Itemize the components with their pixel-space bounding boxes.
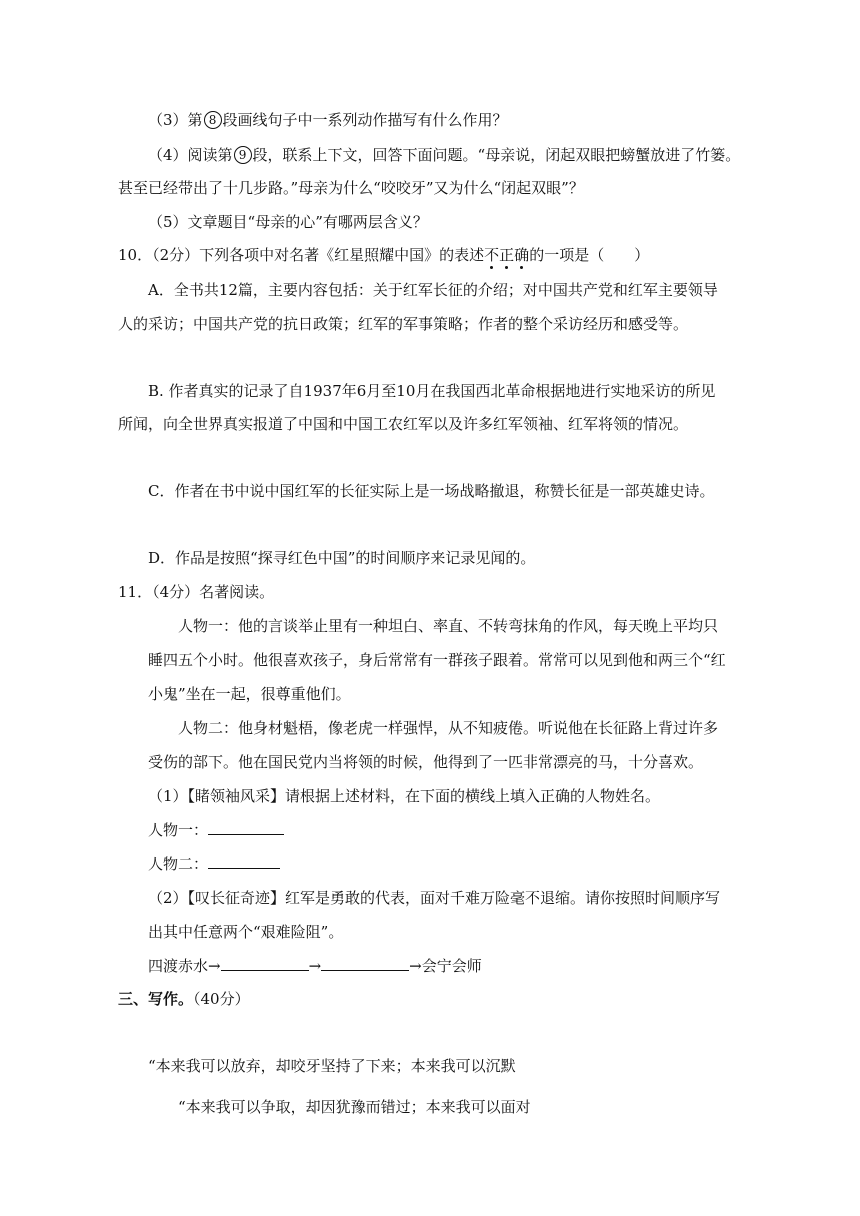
option-c: C．作者在书中说中国红军的长征实际上是一场战略撤退，称赞长征是一部英雄史诗。 (148, 482, 715, 500)
option-a-line1: A．全书共12篇，主要内容包括：关于红军长征的介绍；对中国共产党和红军主要领导 (148, 281, 718, 299)
writing-prompt-line1: “本来我可以放弃，却咬牙坚持了下来；本来我可以沉默 (148, 1057, 516, 1075)
answer-blank[interactable] (321, 956, 409, 971)
emphasis-dot-char: 正 (499, 246, 515, 264)
passage-person1-line3: 小鬼”坐在一起，很尊重他们。 (148, 685, 351, 703)
passage-person1-line2: 睡四五个小时。他很喜欢孩子，身后常常有一群孩子跟着。常常可以见到他和两三个“红 (148, 651, 726, 669)
option-b-line1: B. 作者真实的记录了自1937年6月至10月在我国西北革命根据地进行实地采访的所见 (148, 382, 716, 400)
question-11-stem: 11．（4分）名著阅读。 (118, 583, 275, 601)
passage-person1-line1: 人物一：他的言谈举止里有一种坦白、率直、不转弯抹角的作风，每天晚上平均只 (178, 617, 719, 635)
option-d: D．作品是按照“探寻红色中国”的时间顺序来记录见闻的。 (148, 549, 536, 567)
answer-blank[interactable] (221, 956, 309, 971)
passage-person2-line2: 受伤的部下。他在国民党内当将领的时候，他得到了一匹非常漂亮的马，十分喜欢。 (148, 753, 704, 771)
route-chain: 四渡赤水→ → →会宁会师 (148, 957, 482, 975)
answer-blank[interactable] (208, 820, 284, 835)
sub-question-2-line1: （2）【叹长征奇迹】红军是勇敢的代表，面对千难万险毫不退缩。请你按照时间顺序写 (148, 889, 721, 907)
sub-question-1: （1）【睹领袖风采】请根据上述材料，在下面的横线上填入正确的人物姓名。 (148, 787, 661, 805)
question-9-4-line2: 甚至已经带出了十几步路。”母亲为什么“咬咬牙”又为什么“闭起双眼”？ (118, 179, 584, 197)
option-a-line2: 人的采访；中国共产党的抗日政策；红军的军事策略；作者的整个采访经历和感受等。 (118, 315, 689, 333)
answer-person1: 人物一： (148, 820, 284, 840)
answer-person2: 人物二： (148, 854, 280, 874)
sub-question-2-line2: 出其中任意两个“艰难险阻”。 (148, 923, 344, 941)
answer-blank[interactable] (208, 854, 280, 869)
emphasis-dot-char: 不 (484, 246, 500, 264)
option-b-line2: 所闻，向全世界真实报道了中国和中国工农红军以及许多红军领袖、红军将领的情况。 (118, 415, 689, 433)
question-9-3: （3）第 8 段画线句子中一系列动作描写有什么作用？ (148, 111, 508, 129)
question-9-4: （4）阅读第 9 段，联系上下文，回答下面问题。“母亲说，闭起双眼把螃蟹放进了竹篓。 (148, 146, 741, 164)
section-3-heading: 三、写作。（40分） (118, 990, 250, 1008)
question-9-5: （5）文章题目“母亲的心”有哪两层含义？ (148, 213, 428, 231)
question-10-stem: 10．（2分）下列各项中对名著《红星照耀中国》的表述不正确的一项是（ ） (118, 246, 650, 264)
passage-person2-line1: 人物二：他身材魁梧，像老虎一样强悍，从不知疲倦。听说他在长征路上背过许多 (178, 719, 719, 737)
circled-number: 8 (204, 111, 222, 129)
writing-prompt-line2: “本来我可以争取，却因犹豫而错过；本来我可以面对 (178, 1098, 531, 1116)
circled-number: 9 (234, 146, 252, 164)
emphasis-dot-char: 确 (514, 246, 530, 264)
